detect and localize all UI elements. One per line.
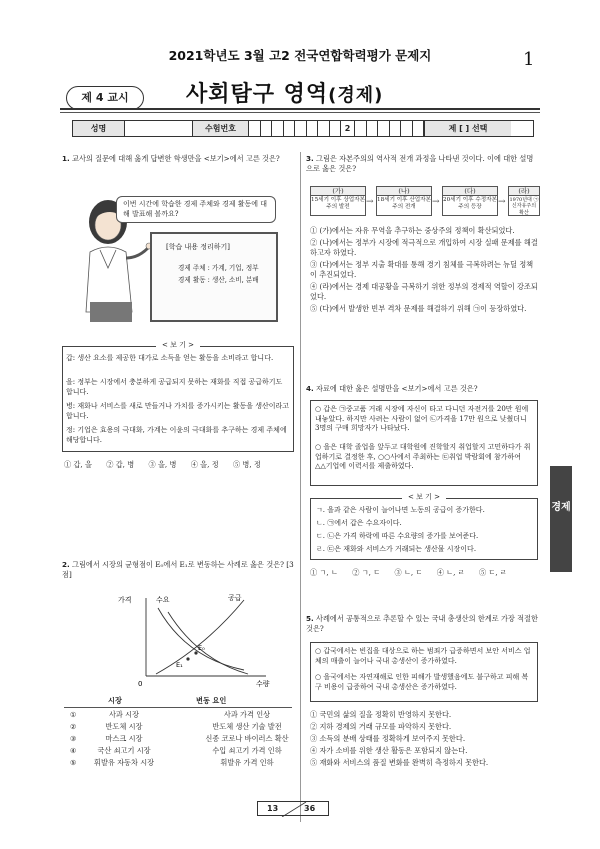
arrow-icon: → (498, 197, 506, 207)
page-number: 1 (523, 49, 535, 70)
exam-number-cell[interactable] (272, 121, 284, 136)
q1-choices (64, 460, 273, 470)
q5-number: 5. (306, 614, 314, 623)
exam-number-cell[interactable] (307, 121, 319, 136)
q1-choice[interactable]: ④ 을, 정 (190, 460, 219, 469)
q5-passage-1: ○ 갑국에서는 빈집을 대상으로 하는 범죄가 급증하면서 보안 서비스 업체의 매출이 늘어나 국내 총생산이 증가하였다. (315, 647, 531, 665)
q2-stem (62, 560, 296, 580)
board-title: [학습 내용 정리하기] (166, 243, 231, 251)
exam-title: 2021학년도 3월 고2 전국연합학력평가 문제지 (168, 48, 432, 63)
q1-choice[interactable]: ① 갑, 을 (64, 460, 92, 469)
page-counter (257, 801, 329, 816)
supply-demand-graph (116, 590, 276, 690)
page-current: 13 (267, 804, 279, 813)
exam-number-cell[interactable] (284, 121, 296, 136)
q5-option[interactable]: ① 국민의 삶의 질을 정확히 반영하지 못한다. (310, 710, 452, 719)
q4-bogi-item: ㄹ. ㉢은 재화와 서비스가 거래되는 생산물 시장이다. (316, 545, 477, 553)
q3-option[interactable]: ⑤ (다)에서 발생한 빈부 격차 문제를 해결하기 위해 ㉠이 등장하였다. (310, 304, 527, 313)
exam-number-cell[interactable] (413, 121, 425, 136)
q1-bogi-title: < 보 기 > (63, 341, 293, 351)
e1-label: E₁ (176, 661, 183, 669)
period-badge: 제 4 교시 (66, 86, 144, 110)
q4-choice[interactable]: ⑤ ㄷ, ㄹ (478, 568, 507, 577)
teacher-speech-bubble: 이번 시간에 학습한 경제 주체와 경제 활동에 대해 발표해 볼까요? (116, 196, 276, 223)
q4-stem-text: 자료에 대한 옳은 설명만을 <보기>에서 고른 것은? (316, 384, 478, 393)
x-axis-label: 수량 (256, 680, 270, 688)
q5-stem (306, 614, 540, 634)
q4-passage-1: ○ 갑은 ㉠중고품 거래 시장에 자신이 타고 다니던 자전거를 20만 원에 내놓았다. 하지만 사려는 사람이 없어 ㉡가격을 17만 원으로 낮췄더니 3명의 구매 희망자가 나타났다. (315, 405, 529, 433)
supply-label: 공급 (228, 594, 242, 602)
q1-choice[interactable]: ③ 을, 병 (148, 460, 177, 469)
subject-side-tab: 경제 (550, 466, 572, 572)
q4-bogi-item: ㄱ. 을과 같은 사람이 늘어나면 노동의 공급이 증가한다. (316, 506, 485, 514)
q3-stem-text: 그림은 자본주의의 역사적 전개 과정을 나타낸 것이다. 이에 대한 설명으로 옳은 것은? (306, 154, 534, 173)
page-total: 36 (304, 804, 316, 813)
exam-number-cell[interactable] (401, 121, 413, 136)
q5-option[interactable]: ② 지하 경제의 거래 규모를 파악하지 못한다. (310, 722, 452, 731)
q1-number: 1. (62, 154, 70, 163)
name-label: 성명 (73, 121, 125, 136)
q1-choice[interactable]: ⑤ 병, 정 (232, 460, 261, 469)
supply-curve (156, 600, 244, 674)
q4-choice[interactable]: ③ ㄴ, ㄷ (394, 568, 423, 577)
q1-bogi-item: 병: 재화나 서비스를 새로 만들거나 가치를 증가시키는 활동을 생산이라고 합니다. (66, 402, 290, 420)
stage-ra: (라) 1970년대 ㉠신자유주의 확산 (509, 187, 539, 216)
q2-col-factor: 변동 요인 (196, 696, 227, 705)
q2-table-rule (64, 707, 292, 708)
stage-na: (나) 18세기 이후 산업자본주의 전개 (376, 186, 432, 216)
q4-stem (306, 384, 540, 394)
subject-main: 사회탐구 영역 (186, 82, 329, 107)
q4-bogi-title: < 보 기 > (311, 493, 537, 503)
y-axis-label: 가격 (118, 596, 132, 604)
q5-option[interactable]: ③ 소득의 분배 상태를 정확하게 보여주지 못한다. (310, 734, 466, 743)
exam-number-cell[interactable] (367, 121, 379, 136)
q3-option[interactable]: ③ (다)에서는 정부 지출 확대를 통해 경기 침체를 극복하려는 뉴딜 정책이 추진되었다. (310, 260, 534, 279)
exam-number-cell[interactable] (295, 121, 307, 136)
stage-da: (다) 20세기 이후 수정자본주의 등장 (442, 186, 498, 216)
q4-choices (310, 568, 519, 578)
q5-stem-text: 사례에서 공통적으로 추론할 수 있는 국내 총생산의 한계로 가장 적절한 것은? (306, 614, 538, 633)
exam-number-cell[interactable] (318, 121, 330, 136)
exam-number-cell[interactable] (355, 121, 367, 136)
q4-bogi-item: ㄷ. ㉡은 가격 하락에 따른 수요량의 증가를 보여준다. (316, 532, 479, 540)
name-field[interactable] (125, 121, 193, 136)
q3-stem (306, 154, 540, 174)
exam-number-cell[interactable] (378, 121, 390, 136)
board-line-2: 경제 활동 : 생산, 소비, 분배 (178, 276, 259, 284)
q4-choice[interactable]: ④ ㄴ, ㄹ (436, 568, 465, 577)
q5-option[interactable]: ⑤ 재화와 서비스의 품질 변화를 완벽히 측정하지 못한다. (310, 758, 489, 767)
arrow-icon: → (432, 197, 440, 207)
exam-number-cell[interactable] (249, 121, 261, 136)
header-rule-thin (60, 112, 540, 113)
subject-title (186, 80, 383, 110)
board-line-1: 경제 주체 : 가계, 기업, 정부 (178, 264, 259, 272)
q1-bogi-item: 정: 기업은 효용의 극대화, 가계는 이윤의 극대화를 추구하는 경제 주체에 해당합니다. (66, 426, 287, 444)
exam-number-label: 수험번호 (193, 121, 249, 136)
e0-label: E₀ (198, 644, 205, 652)
q3-option[interactable]: ② (나)에서는 정부가 시장에 적극적으로 개입하여 시장 실패 문제를 해결하고자 하였다. (310, 238, 538, 257)
q2-col-market: 시장 (108, 696, 122, 705)
demand-label: 수요 (156, 596, 170, 604)
exam-number-cell[interactable] (390, 121, 402, 136)
q4-choice[interactable]: ② ㄱ, ㄷ (352, 568, 381, 577)
q3-option[interactable]: ① (가)에서는 자유 무역을 추구하는 중상주의 정책이 확산되었다. (310, 226, 515, 235)
stage-ga: (가) 15세기 이후 상업자본주의 발전 (310, 186, 366, 216)
origin-label: 0 (138, 680, 143, 688)
arrow-icon: → (366, 197, 374, 207)
q1-bogi-item: 을: 정부는 시장에서 충분하게 공급되지 못하는 재화를 직접 공급하기도 합니다. (66, 378, 283, 396)
exam-number-cell[interactable] (330, 121, 342, 136)
q4-passage-2: ○ 을은 대학 졸업을 앞두고 대학원에 진학할지 취업할지 고민하다가 취업하기로 결정한 후, ○○사에서 주최하는 ㉢취업 박람회에 참가하여 △△기업에 이력서를 제출하였다. (315, 443, 531, 471)
q1-stem (62, 154, 296, 164)
demand-curve (158, 608, 244, 670)
q5-passage-2: ○ 을국에서는 자연재해로 인한 피해가 발생했음에도 불구하고 피해 복구 비용이 급증하여 국내 총생산은 증가하였다. (315, 673, 529, 691)
exam-number-cell[interactable] (261, 121, 273, 136)
q3-option[interactable]: ④ (라)에서는 경제 대공황을 극복하기 위한 정부의 경제적 역할이 강조되었다. (310, 282, 538, 301)
subject-sub: (경제) (328, 85, 384, 106)
q5-option[interactable]: ④ 자가 소비를 위한 생산 활동은 포함되지 않는다. (310, 746, 468, 755)
e1-point (186, 657, 189, 660)
q2-stem-text: 그림에서 시장의 균형점이 E₀에서 E₁로 변동하는 사례로 옳은 것은? [3점] (62, 560, 294, 579)
q4-number: 4. (306, 384, 314, 393)
q4-bogi-item: ㄴ. ㉠에서 갑은 수요자이다. (316, 519, 402, 527)
q1-choice[interactable]: ② 갑, 병 (106, 460, 135, 469)
candidate-info-row (72, 120, 534, 137)
q2-number: 2. (62, 560, 70, 569)
choice-label: 제 [ ] 선택 (424, 121, 511, 136)
exam-number-fixed-digit: 2 (341, 121, 355, 136)
q1-stem-text: 교사의 질문에 대해 옳게 답변한 학생만을 <보기>에서 고른 것은? (72, 154, 280, 163)
q3-number: 3. (306, 154, 314, 163)
q1-bogi-item: 갑: 생산 요소를 제공한 대가로 소득을 얻는 활동을 소비라고 합니다. (66, 354, 274, 362)
header-rule (60, 108, 540, 110)
q4-choice[interactable]: ① ㄱ, ㄴ (310, 568, 338, 577)
